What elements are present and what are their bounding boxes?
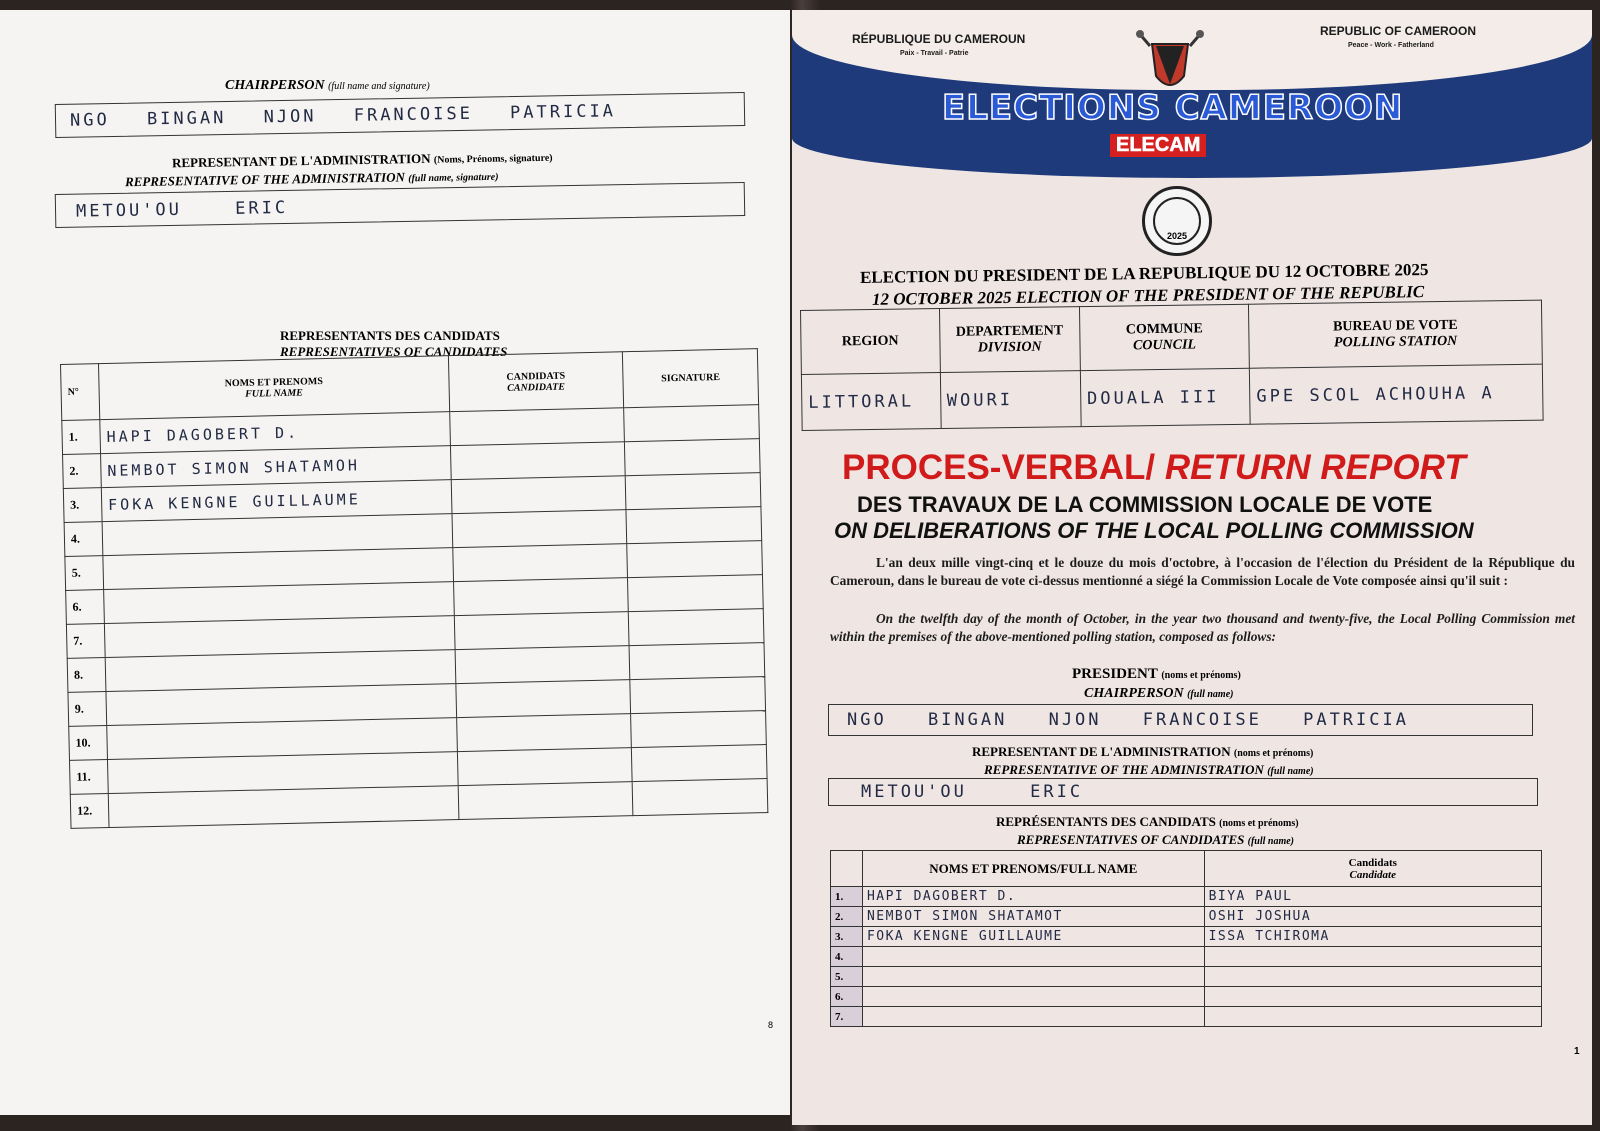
seal-year: 2025	[1166, 231, 1188, 241]
cell-cand	[451, 476, 626, 514]
president-label: PRESIDENT (noms et prénoms)	[1072, 666, 1241, 682]
cell-n: 5.	[831, 967, 863, 987]
left-cand-table	[60, 348, 768, 829]
chair-value-right: NGO BINGAN NJON FRANCOISE PATRICIA	[847, 710, 1409, 730]
pv-title: PROCES-VERBAL/ RETURN REPORT	[842, 448, 1466, 487]
motto-en: Peace - Work - Fatherland	[1348, 42, 1434, 49]
cand-title-fr: REPRESENTANTS DES CANDIDATS	[280, 328, 500, 343]
cell-name	[108, 786, 458, 828]
cell-sig	[627, 541, 763, 578]
cand-title-en-right: REPRESENTATIVES OF CANDIDATES (full name)	[1017, 832, 1294, 847]
cell-n: 1.	[62, 420, 101, 455]
pv-subtitle-fr: DES TRAVAUX DE LA COMMISSION LOCALE DE VOTE	[857, 492, 1433, 517]
cell-cand	[449, 408, 624, 446]
cell-cand	[457, 748, 632, 786]
cell-cand	[1204, 947, 1541, 967]
cell-name	[862, 967, 1204, 987]
th-num-right	[831, 851, 863, 887]
left-page-number: 8	[768, 1020, 774, 1030]
cell-cand	[1204, 967, 1541, 987]
th-num: N°	[61, 364, 100, 421]
election-en: 12 OCTOBER 2025 ELECTION OF THE PRESIDENT OF THE REPUBLIC	[871, 282, 1425, 309]
cell-cand	[455, 680, 630, 718]
cell-sig	[631, 711, 767, 748]
cell-sig	[630, 677, 766, 714]
cell-n: 2.	[831, 907, 863, 927]
cell-n: 4.	[64, 522, 103, 557]
admin-label-en: REPRESENTATIVE OF THE ADMINISTRATION (full name, signature)	[124, 169, 499, 190]
th-cand: CANDIDATS CANDIDATE	[448, 352, 624, 412]
cell-n: 9.	[68, 692, 107, 727]
cell-n: 11.	[69, 760, 108, 795]
cell-n: 5.	[65, 556, 104, 591]
table-row	[831, 947, 1542, 967]
table-row	[831, 907, 1542, 927]
cell-sig	[624, 405, 760, 442]
th-sig: SIGNATURE	[623, 349, 759, 408]
org-abbr: ELECAM	[1110, 134, 1206, 157]
cell-n: 1.	[831, 887, 863, 907]
cell-n: 4.	[831, 947, 863, 967]
para-fr: L'an deux mille vingt-cinq et le douze du mois d'octobre, à l'occasion de l'élection du Président de la République du Cameroun, dans le bureau de vote ci-dessus mentionné a siégé la Commission Locale de Vote composée ainsi qu'il suit :	[830, 555, 1575, 588]
cell-cand	[455, 646, 630, 684]
cell-cand	[456, 714, 631, 752]
cell-name: FOKA KENGNE GUILLAUME	[862, 927, 1204, 947]
cand-title-en: REPRESENTATIVES OF CANDIDATES	[280, 344, 508, 359]
loc-value: LITTORAL	[801, 373, 940, 431]
loc-value: DOUALA III	[1080, 368, 1250, 426]
admin-sub-fr: (Noms, Prénoms, signature)	[433, 152, 553, 166]
table-row	[831, 927, 1542, 947]
right-cand-table	[830, 850, 1542, 1027]
loc-header: REGION	[801, 309, 940, 375]
cell-name: NEMBOT SIMON SHATAMOT	[862, 907, 1204, 927]
chair-label: CHAIRPERSON (full name and signature)	[225, 78, 430, 93]
cell-cand	[1204, 1007, 1541, 1027]
cell-cand	[1204, 987, 1541, 1007]
loc-header: DEPARTEMENT DIVISION	[939, 307, 1080, 373]
chair-sub: (full name and signature)	[328, 81, 430, 92]
cell-cand: BIYA PAUL	[1204, 887, 1541, 907]
cell-name: HAPI DAGOBERT D.	[862, 887, 1204, 907]
th-name-right: NOMS ET PRENOMS/FULL NAME	[862, 851, 1204, 887]
cell-name: FOKA KENGNE GUILLAUME	[101, 480, 451, 522]
chair-value: NGO BINGAN NJON FRANCOISE PATRICIA	[69, 101, 617, 131]
cell-sig	[625, 439, 761, 476]
cell-n: 10.	[69, 726, 108, 761]
cell-cand	[450, 442, 625, 480]
cell-name: NEMBOT SIMON SHATAMOH	[100, 446, 450, 488]
republic-fr: RÉPUBLIQUE DU CAMEROUN	[852, 32, 1026, 46]
cell-n: 6.	[66, 590, 105, 625]
election-fr: ELECTION DU PRESIDENT DE LA REPUBLIQUE DU 12 OCTOBRE 2025	[859, 260, 1429, 287]
cell-name	[862, 1007, 1204, 1027]
cell-n: 7.	[66, 624, 105, 659]
cell-name: HAPI DAGOBERT D.	[100, 412, 450, 454]
chair-label-right: CHAIRPERSON (full name)	[1084, 686, 1234, 701]
location-table	[800, 300, 1544, 431]
cell-n: 2.	[63, 454, 102, 489]
chair-field-right	[828, 704, 1533, 736]
cell-n: 3.	[63, 488, 102, 523]
admin-label-fr: REPRESENTANT DE L'ADMINISTRATION (Noms, Prénoms, signature)	[171, 150, 553, 171]
cell-cand	[454, 612, 629, 650]
cand-title-fr-right: REPRÉSENTANTS DES CANDIDATS (noms et prénoms)	[996, 814, 1299, 829]
cell-cand	[453, 578, 628, 616]
admin-field-right	[828, 778, 1538, 806]
pv-subtitle-en: ON DELIBERATIONS OF THE LOCAL POLLING COMMISSION	[834, 518, 1474, 543]
republic-en: REPUBLIC OF CAMEROON	[1320, 24, 1476, 38]
cell-sig	[625, 473, 761, 510]
admin-sub-en: (full name, signature)	[408, 171, 499, 185]
cell-name	[862, 947, 1204, 967]
motto-fr: Paix - Travail - Patrie	[900, 50, 969, 57]
admin-value-right: METOU'OU ERIC	[861, 782, 1084, 802]
table-row	[831, 967, 1542, 987]
para-en: On the twelfth day of the month of October, in the year two thousand and twenty-five, the Local Polling Commission met within the premises of the above-mentioned polling station, composed as follows:	[830, 611, 1575, 644]
cell-cand	[452, 510, 627, 548]
right-page-number: 1	[1574, 1046, 1580, 1057]
cell-n: 3.	[831, 927, 863, 947]
th-cand-right: Candidats Candidate	[1204, 851, 1541, 887]
cell-n: 12.	[70, 794, 109, 829]
cell-sig	[626, 507, 762, 544]
cell-n: 7.	[831, 1007, 863, 1027]
table-row	[831, 987, 1542, 1007]
chair-field	[55, 92, 745, 138]
table-row	[831, 1007, 1542, 1027]
election-seal	[1142, 186, 1212, 256]
loc-value: WOURI	[940, 371, 1081, 429]
cell-name	[862, 987, 1204, 1007]
loc-header: COMMUNE COUNCIL	[1079, 304, 1249, 370]
admin-label-fr-right: REPRESENTANT DE L'ADMINISTRATION (noms et prénoms)	[972, 744, 1314, 759]
loc-header: BUREAU DE VOTE POLLING STATION	[1249, 300, 1543, 368]
admin-value: METOU'OU ERIC	[75, 197, 289, 222]
cell-sig	[632, 745, 768, 782]
cell-sig	[629, 643, 765, 680]
cell-sig	[628, 575, 764, 612]
cell-sig	[628, 609, 764, 646]
cell-cand: OSHI JOSHUA	[1204, 907, 1541, 927]
right-page	[792, 10, 1592, 1125]
cell-cand	[452, 544, 627, 582]
admin-label-en-right: REPRESENTATIVE OF THE ADMINISTRATION (full name)	[984, 762, 1314, 777]
cell-n: 8.	[67, 658, 106, 693]
cell-n: 6.	[831, 987, 863, 1007]
loc-value: GPE SCOL ACHOUHA A	[1250, 364, 1544, 424]
cell-cand: ISSA TCHIROMA	[1204, 927, 1541, 947]
th-name: NOMS ET PRENOMS FULL NAME	[98, 356, 449, 420]
cell-sig	[632, 779, 768, 816]
table-row	[831, 887, 1542, 907]
cell-cand	[458, 782, 633, 820]
org-title: ELECTIONS CAMEROON	[942, 88, 1404, 128]
left-page	[0, 10, 815, 1115]
